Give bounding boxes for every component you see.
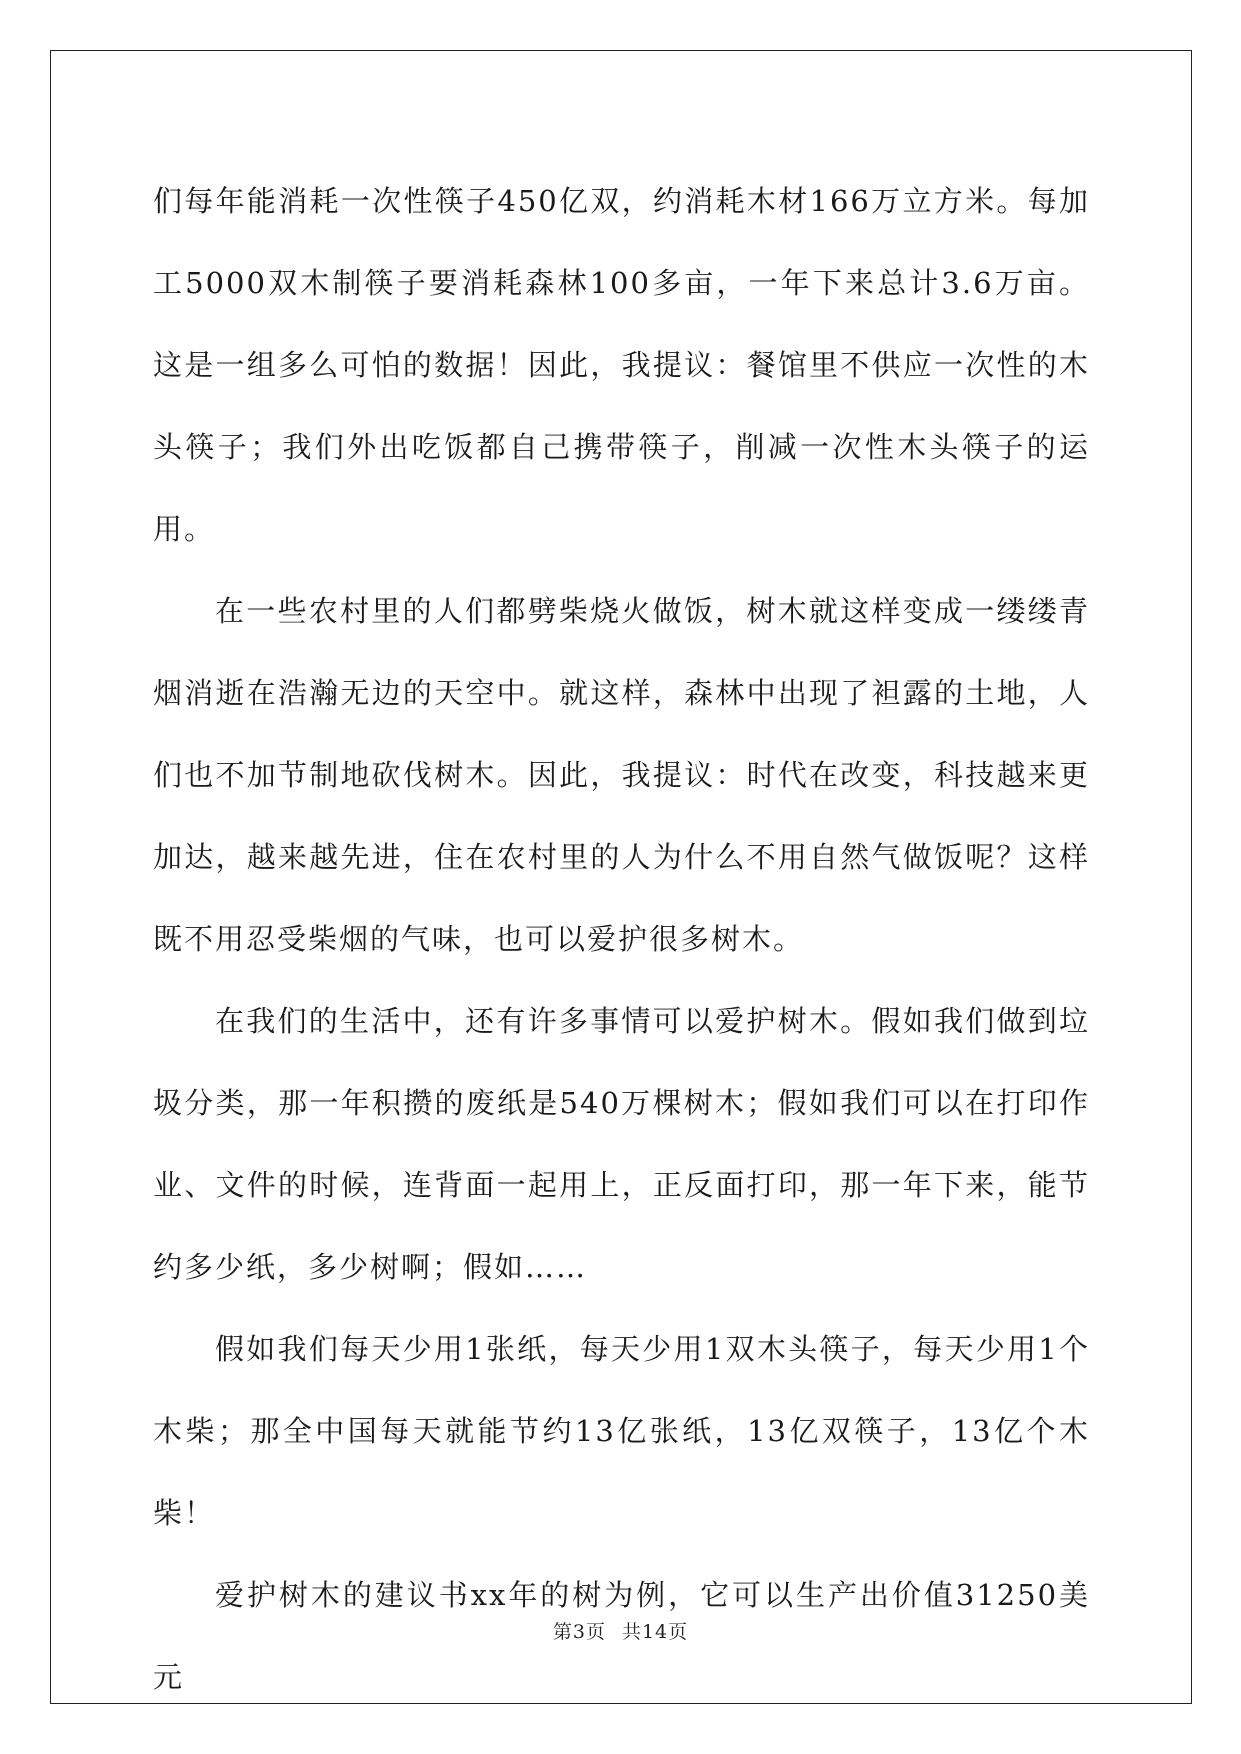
page-total: 共14页 bbox=[621, 1621, 689, 1643]
page-footer bbox=[0, 1617, 1241, 1644]
document-body bbox=[153, 160, 1090, 1718]
paragraph-daily-life: 在我们的生活中，还有许多事情可以爱护树木。假如我们做到垃圾分类，那一年积攒的废纸是540万棵树木；假如我们可以在打印作业、文件的时候，连背面一起用上，正反面打印，那一年下来，能节约多少纸，多少树啊；假如…… bbox=[153, 1004, 1090, 1284]
paragraph-savings: 假如我们每天少用1张纸，每天少用1双木头筷子，每天少用1个木柴；那全中国每天就能节约13亿张纸，13亿双筷子，13亿个木柴！ bbox=[153, 1332, 1090, 1530]
paragraph-tree-value: 爱护树木的建议书xx年的树为例，它可以生产出价值31250美元 bbox=[153, 1578, 1090, 1694]
paragraph-firewood: 在一些农村里的人们都劈柴烧火做饭，树木就这样变成一缕缕青烟消逝在浩瀚无边的天空中。就这样，森林中出现了袒露的土地，人们也不加节制地砍伐树木。因此，我提议：时代在改变，科技越来更加达，越来越先进，住在农村里的人为什么不用自然气做饭呢？这样既不用忍受柴烟的气味，也可以爱护很多树木。 bbox=[153, 594, 1090, 956]
paragraph-chopsticks: 们每年能消耗一次性筷子450亿双，约消耗木材166万立方米。每加工5000双木制筷子要消耗森林100多亩，一年下来总计3.6万亩。这是一组多么可怕的数据！因此，我提议：餐馆里不供应一次性的木头筷子；我们外出吃饭都自己携带筷子，削减一次性木头筷子的运用。 bbox=[153, 184, 1090, 546]
page-number: 第3页 bbox=[552, 1621, 606, 1643]
